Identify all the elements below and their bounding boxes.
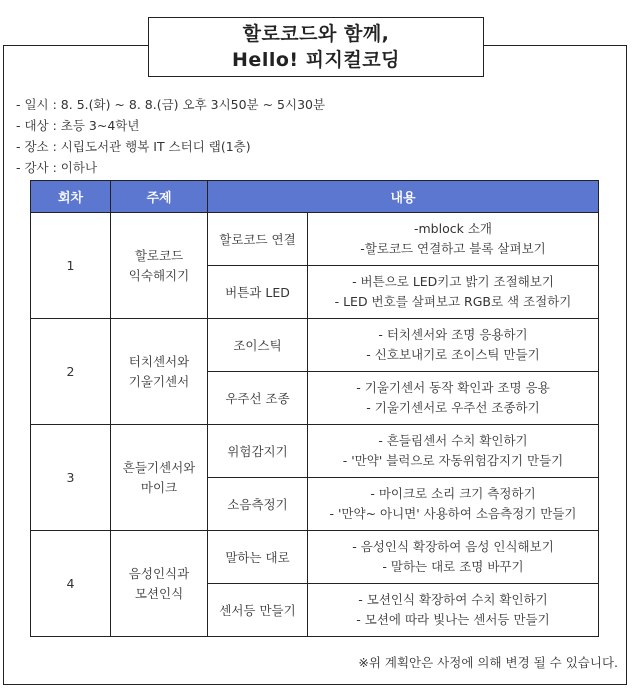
session-topic bbox=[111, 531, 208, 637]
content-line: - 기울기센서로 우주선 조종하기 bbox=[366, 400, 540, 415]
content-line: - 모션에 따라 빛나는 센서등 만들기 bbox=[356, 612, 550, 627]
title-line-1: 할로코드와 함께, bbox=[242, 23, 390, 45]
session-topic bbox=[111, 425, 208, 531]
content-cell bbox=[308, 425, 599, 478]
table-row bbox=[31, 425, 599, 478]
content-cell bbox=[308, 478, 599, 531]
title-line-2: Hello! 피지컬코딩 bbox=[232, 49, 400, 71]
table-row bbox=[31, 213, 599, 266]
content-line: - 터치센서와 조명 응용하기 bbox=[378, 327, 528, 342]
content-line: - 말하는 대로 조명 바꾸기 bbox=[382, 559, 524, 574]
subtopic: 우주선 조종 bbox=[208, 372, 308, 425]
subtopic: 할로코드 연결 bbox=[208, 213, 308, 266]
topic-line: 익숙해지기 bbox=[128, 267, 190, 283]
info-instructor: - 강사 : 이하나 bbox=[16, 160, 98, 175]
topic-line: 터치센서와 bbox=[128, 353, 190, 369]
content-line: - 기울기센서 동작 확인과 조명 응용 bbox=[356, 380, 550, 395]
content-cell bbox=[308, 584, 599, 637]
event-info bbox=[16, 94, 325, 178]
footnote: ※위 계획안은 사정에 의해 변경 될 수 있습니다. bbox=[358, 655, 618, 670]
content-cell bbox=[308, 213, 599, 266]
header-topic: 주제 bbox=[111, 181, 208, 213]
content-line: - '만약~ 아니면' 사용하여 소음측정기 만들기 bbox=[329, 506, 577, 521]
subtopic: 조이스틱 bbox=[208, 319, 308, 372]
session-number: 2 bbox=[31, 319, 111, 425]
table-header-row bbox=[31, 181, 599, 213]
topic-line: 할로코드 bbox=[134, 247, 184, 263]
subtopic: 소음측정기 bbox=[208, 478, 308, 531]
content-cell bbox=[308, 266, 599, 319]
content-line: - 버튼으로 LED키고 밝기 조절해보기 bbox=[352, 274, 554, 289]
content-cell bbox=[308, 319, 599, 372]
session-topic bbox=[111, 319, 208, 425]
title-box bbox=[148, 17, 484, 77]
content-line: - 모션인식 확장하여 수치 확인하기 bbox=[358, 592, 548, 607]
session-number: 4 bbox=[31, 531, 111, 637]
topic-line: 음성인식과 bbox=[128, 565, 190, 581]
header-session: 회차 bbox=[31, 181, 111, 213]
session-number: 3 bbox=[31, 425, 111, 531]
info-target: - 대상 : 초등 3~4학년 bbox=[16, 118, 140, 133]
session-number: 1 bbox=[31, 213, 111, 319]
content-line: -할로코드 연결하고 블록 살펴보기 bbox=[360, 241, 546, 256]
topic-line: 모션인식 bbox=[134, 585, 184, 601]
content-line: - 마이크로 소리 크기 측정하기 bbox=[370, 486, 536, 501]
content-line: - 음성인식 확장하여 음성 인식해보기 bbox=[352, 539, 554, 554]
schedule-table bbox=[30, 180, 599, 637]
info-place: - 장소 : 시립도서관 행복 IT 스터디 랩(1층) bbox=[16, 139, 251, 154]
content-cell bbox=[308, 372, 599, 425]
content-line: -mblock 소개 bbox=[414, 221, 492, 236]
content-cell bbox=[308, 531, 599, 584]
table-row bbox=[31, 319, 599, 372]
table-row bbox=[31, 531, 599, 584]
header-content: 내용 bbox=[208, 181, 599, 213]
content-line: - LED 번호를 살펴보고 RGB로 색 조절하기 bbox=[334, 294, 572, 309]
content-line: - 신호보내기로 조이스틱 만들기 bbox=[366, 347, 540, 362]
subtopic: 말하는 대로 bbox=[208, 531, 308, 584]
subtopic: 위험감지기 bbox=[208, 425, 308, 478]
content-line: - '만약' 블럭으로 자동위험감지기 만들기 bbox=[342, 453, 564, 468]
info-date: - 일시 : 8. 5.(화) ~ 8. 8.(금) 오후 3시50분 ~ 5시30분 bbox=[16, 97, 326, 112]
content-line: - 흔들림센서 수치 확인하기 bbox=[378, 433, 528, 448]
subtopic: 센서등 만들기 bbox=[208, 584, 308, 637]
topic-line: 기울기센서 bbox=[128, 373, 190, 389]
topic-line: 흔들기센서와 bbox=[122, 459, 196, 475]
subtopic: 버튼과 LED bbox=[208, 266, 308, 319]
topic-line: 마이크 bbox=[140, 479, 178, 495]
session-topic bbox=[111, 213, 208, 319]
